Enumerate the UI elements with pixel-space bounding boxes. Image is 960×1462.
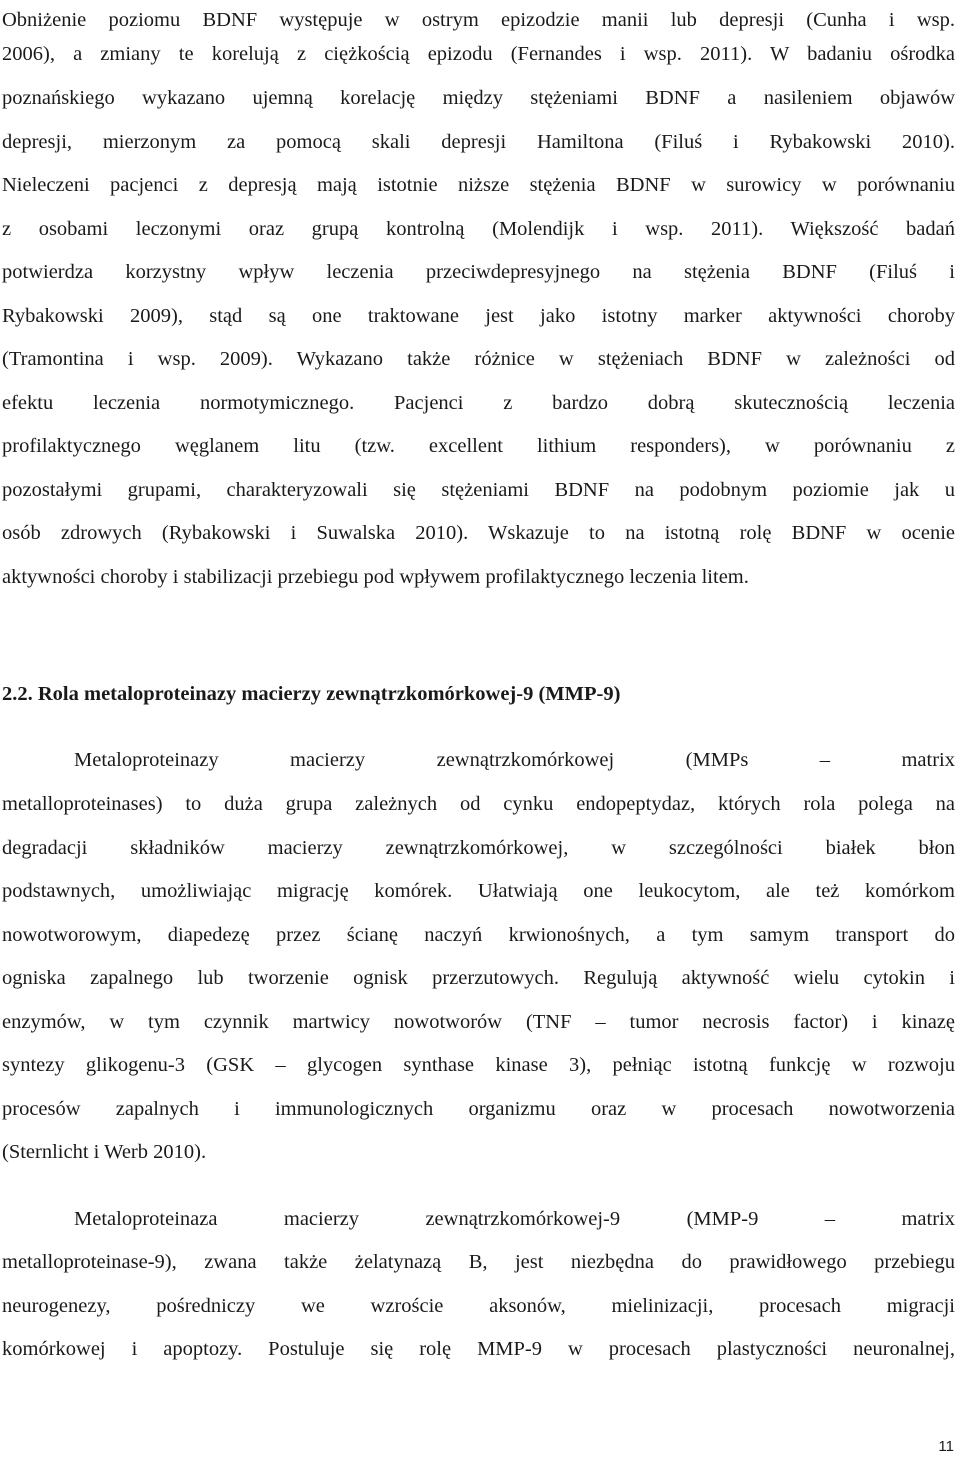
text-line: pozostałymi grupami, charakteryzowali się stężeniami BDNF na podobnym poziomie jak u bbox=[2, 479, 955, 501]
text-line: Metaloproteinazy macierzy zewnątrzkomórkowej (MMPs – matrix bbox=[74, 749, 955, 771]
text-line: Obniżenie poziomu BDNF występuje w ostrym epizodzie manii lub depresji (Cunha i wsp. bbox=[2, 9, 955, 31]
text-line: neurogenezy, pośredniczy we wzroście aksonów, mielinizacji, procesach migracji bbox=[2, 1295, 955, 1317]
text-line: nowotworowym, diapedezę przez ścianę naczyń krwionośnych, a tym samym transport do bbox=[2, 924, 955, 946]
text-line: ogniska zapalnego lub tworzenie ognisk przerzutowych. Regulują aktywność wielu cytokin i bbox=[2, 967, 955, 989]
text-line: depresji, mierzonym za pomocą skali depresji Hamiltona (Filuś i Rybakowski 2010). bbox=[2, 131, 955, 153]
text-line: enzymów, w tym czynnik martwicy nowotworów (TNF – tumor necrosis factor) i kinazę bbox=[2, 1011, 955, 1033]
text-line: osób zdrowych (Rybakowski i Suwalska 2010). Wskazuje to na istotną rolę BDNF w ocenie bbox=[2, 522, 955, 544]
text-line: metalloproteinase-9), zwana także żelatynazą B, jest niezbędna do prawidłowego przebiegu bbox=[2, 1251, 955, 1273]
text-line: profilaktycznego węglanem litu (tzw. excellent lithium responders), w porównaniu z bbox=[2, 435, 955, 457]
text-line: poznańskiego wykazano ujemną korelację między stężeniami BDNF a nasileniem objawów bbox=[2, 87, 955, 109]
text-line: (Sternlicht i Werb 2010). bbox=[2, 1141, 207, 1163]
text-line: potwierdza korzystny wpływ leczenia przeciwdepresyjnego na stężenia BDNF (Filuś i bbox=[2, 261, 955, 283]
text-line: efektu leczenia normotymicznego. Pacjenci z bardzo dobrą skutecznością leczenia bbox=[2, 392, 955, 414]
text-line: Rybakowski 2009), stąd są one traktowane jest jako istotny marker aktywności choroby bbox=[2, 305, 955, 327]
text-line: (Tramontina i wsp. 2009). Wykazano także różnice w stężeniach BDNF w zależności od bbox=[2, 348, 955, 370]
page-number: 11 bbox=[938, 1438, 954, 1455]
text-line: procesów zapalnych i immunologicznych organizmu oraz w procesach nowotworzenia bbox=[2, 1098, 955, 1120]
section-heading: 2.2. Rola metaloproteinazy macierzy zewnątrzkomórkowej-9 (MMP-9) bbox=[2, 683, 621, 705]
text-line: podstawnych, umożliwiając migrację komórek. Ułatwiają one leukocytom, ale też komórkom bbox=[2, 880, 955, 902]
text-line: 2006), a zmiany te korelują z ciężkością epizodu (Fernandes i wsp. 2011). W badaniu ośrodka bbox=[2, 43, 955, 65]
text-line: Nieleczeni pacjenci z depresją mają istotnie niższe stężenia BDNF w surowicy w porównaniu bbox=[2, 174, 955, 196]
text-line: degradacji składników macierzy zewnątrzkomórkowej, w szczególności białek błon bbox=[2, 837, 955, 859]
text-line: z osobami leczonymi oraz grupą kontrolną (Molendijk i wsp. 2011). Większość badań bbox=[2, 218, 955, 240]
text-line: komórkowej i apoptozy. Postuluje się rolę MMP-9 w procesach plastyczności neuronalnej, bbox=[2, 1338, 955, 1360]
text-line: Metaloproteinaza macierzy zewnątrzkomórkowej-9 (MMP-9 – matrix bbox=[74, 1208, 955, 1230]
text-line: syntezy glikogenu-3 (GSK – glycogen synthase kinase 3), pełniąc istotną funkcję w rozwoju bbox=[2, 1054, 955, 1076]
text-line: metalloproteinases) to duża grupa zależnych od cynku endopeptydaz, których rola polega na bbox=[2, 793, 955, 815]
text-line: aktywności choroby i stabilizacji przebiegu pod wpływem profilaktycznego leczenia litem. bbox=[2, 566, 749, 588]
